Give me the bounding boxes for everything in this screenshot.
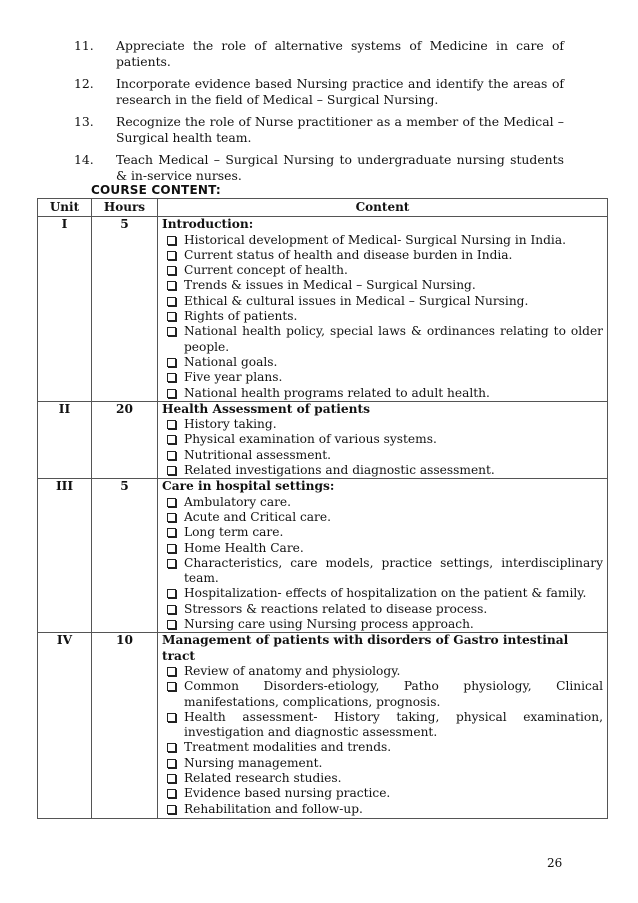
list-item: Long term care.	[162, 525, 603, 540]
objective-item	[74, 76, 564, 108]
topic-list	[162, 417, 603, 478]
objective-number: 13.	[74, 114, 94, 129]
list-item: Hospitalization- effects of hospitalization on the patient & family.	[162, 586, 603, 601]
objective-text: Recognize the role of Nurse practitioner as a member of the Medical – Surgical health team.	[116, 114, 564, 145]
checkbox-bullet-icon	[167, 389, 176, 398]
objective-item	[74, 152, 564, 184]
list-item: Treatment modalities and trends.	[162, 740, 603, 755]
section-title: COURSE CONTENT:	[91, 183, 221, 197]
list-item: Acute and Critical care.	[162, 510, 603, 525]
list-item: Five year plans.	[162, 370, 603, 385]
list-item: History taking.	[162, 417, 603, 432]
checkbox-bullet-icon	[167, 544, 176, 553]
list-item: National health programs related to adult health.	[162, 386, 603, 401]
table-row	[38, 217, 608, 402]
list-item: Nutritional assessment.	[162, 448, 603, 463]
hours-cell: 5	[92, 217, 158, 402]
checkbox-bullet-icon	[167, 358, 176, 367]
hours-column-header: Hours	[92, 199, 158, 217]
checkbox-bullet-icon	[167, 743, 176, 752]
list-item: Stressors & reactions related to disease process.	[162, 602, 603, 617]
checkbox-bullet-icon	[167, 297, 176, 306]
checkbox-bullet-icon	[167, 513, 176, 522]
objective-number: 11.	[74, 38, 94, 53]
unit-heading: Health Assessment of patients	[162, 401, 370, 416]
hours-cell: 20	[92, 401, 158, 478]
course-content-table	[37, 198, 608, 819]
list-item: Rights of patients.	[162, 309, 603, 324]
list-item: Characteristics, care models, practice settings, interdisciplinary team.	[162, 556, 603, 587]
topic-list	[162, 233, 603, 401]
list-item: Current concept of health.	[162, 263, 603, 278]
objective-number: 14.	[74, 152, 94, 167]
list-item: Historical development of Medical- Surgical Nursing in India.	[162, 233, 603, 248]
checkbox-bullet-icon	[167, 713, 176, 722]
checkbox-bullet-icon	[167, 667, 176, 676]
list-item: Nursing management.	[162, 756, 603, 771]
list-item: Physical examination of various systems.	[162, 432, 603, 447]
checkbox-bullet-icon	[167, 498, 176, 507]
list-item: National health policy, special laws & ordinances relating to older people.	[162, 324, 603, 355]
table-row	[38, 479, 608, 633]
checkbox-bullet-icon	[167, 682, 176, 691]
table-row	[38, 401, 608, 478]
checkbox-bullet-icon	[167, 620, 176, 629]
checkbox-bullet-icon	[167, 435, 176, 444]
topic-list	[162, 495, 603, 633]
unit-cell: I	[38, 217, 92, 402]
list-item: Health assessment- History taking, physical examination, investigation and diagnostic assessment.	[162, 710, 603, 741]
content-cell	[158, 479, 608, 633]
objectives-list	[74, 38, 564, 190]
unit-column-header: Unit	[38, 199, 92, 217]
objective-item	[74, 114, 564, 146]
list-item: Current status of health and disease burden in India.	[162, 248, 603, 263]
objective-text: Appreciate the role of alternative systems of Medicine in care of patients.	[116, 38, 564, 69]
checkbox-bullet-icon	[167, 466, 176, 475]
list-item: Evidence based nursing practice.	[162, 786, 603, 801]
checkbox-bullet-icon	[167, 327, 176, 336]
content-cell	[158, 401, 608, 478]
checkbox-bullet-icon	[167, 266, 176, 275]
objective-text: Teach Medical – Surgical Nursing to undergraduate nursing students & in-service nurses.	[116, 152, 564, 183]
objective-text: Incorporate evidence based Nursing practice and identify the areas of research in the field of Medical – Surgical Nursing.	[116, 76, 564, 107]
objective-item	[74, 38, 564, 70]
checkbox-bullet-icon	[167, 789, 176, 798]
checkbox-bullet-icon	[167, 420, 176, 429]
list-item: Trends & issues in Medical – Surgical Nursing.	[162, 278, 603, 293]
objective-number: 12.	[74, 76, 94, 91]
checkbox-bullet-icon	[167, 528, 176, 537]
unit-cell: II	[38, 401, 92, 478]
checkbox-bullet-icon	[167, 605, 176, 614]
checkbox-bullet-icon	[167, 559, 176, 568]
checkbox-bullet-icon	[167, 281, 176, 290]
list-item: Home Health Care.	[162, 541, 603, 556]
content-cell	[158, 217, 608, 402]
list-item: Ambulatory care.	[162, 495, 603, 510]
checkbox-bullet-icon	[167, 251, 176, 260]
checkbox-bullet-icon	[167, 774, 176, 783]
list-item: Review of anatomy and physiology.	[162, 664, 603, 679]
table-row	[38, 633, 608, 819]
list-item: Rehabilitation and follow-up.	[162, 802, 603, 817]
checkbox-bullet-icon	[167, 759, 176, 768]
checkbox-bullet-icon	[167, 236, 176, 245]
topic-list	[162, 664, 603, 817]
checkbox-bullet-icon	[167, 451, 176, 460]
list-item: National goals.	[162, 355, 603, 370]
list-item: Related research studies.	[162, 771, 603, 786]
checkbox-bullet-icon	[167, 312, 176, 321]
unit-cell: IV	[38, 633, 92, 819]
hours-cell: 10	[92, 633, 158, 819]
content-cell	[158, 633, 608, 819]
unit-heading: Introduction:	[162, 217, 254, 232]
page-number: 26	[547, 856, 563, 870]
checkbox-bullet-icon	[167, 805, 176, 814]
list-item: Related investigations and diagnostic assessment.	[162, 463, 603, 478]
list-item: Common Disorders-etiology, Patho physiology, Clinical manifestations, complications, prognosis.	[162, 679, 603, 710]
unit-heading: Care in hospital settings:	[162, 479, 335, 494]
content-column-header: Content	[158, 199, 608, 217]
unit-cell: III	[38, 479, 92, 633]
checkbox-bullet-icon	[167, 373, 176, 382]
list-item: Nursing care using Nursing process approach.	[162, 617, 603, 632]
table-header-row	[38, 199, 608, 217]
list-item: Ethical & cultural issues in Medical – Surgical Nursing.	[162, 294, 603, 309]
checkbox-bullet-icon	[167, 589, 176, 598]
hours-cell: 5	[92, 479, 158, 633]
unit-heading: Management of patients with disorders of Gastro intestinal tract	[162, 633, 569, 663]
